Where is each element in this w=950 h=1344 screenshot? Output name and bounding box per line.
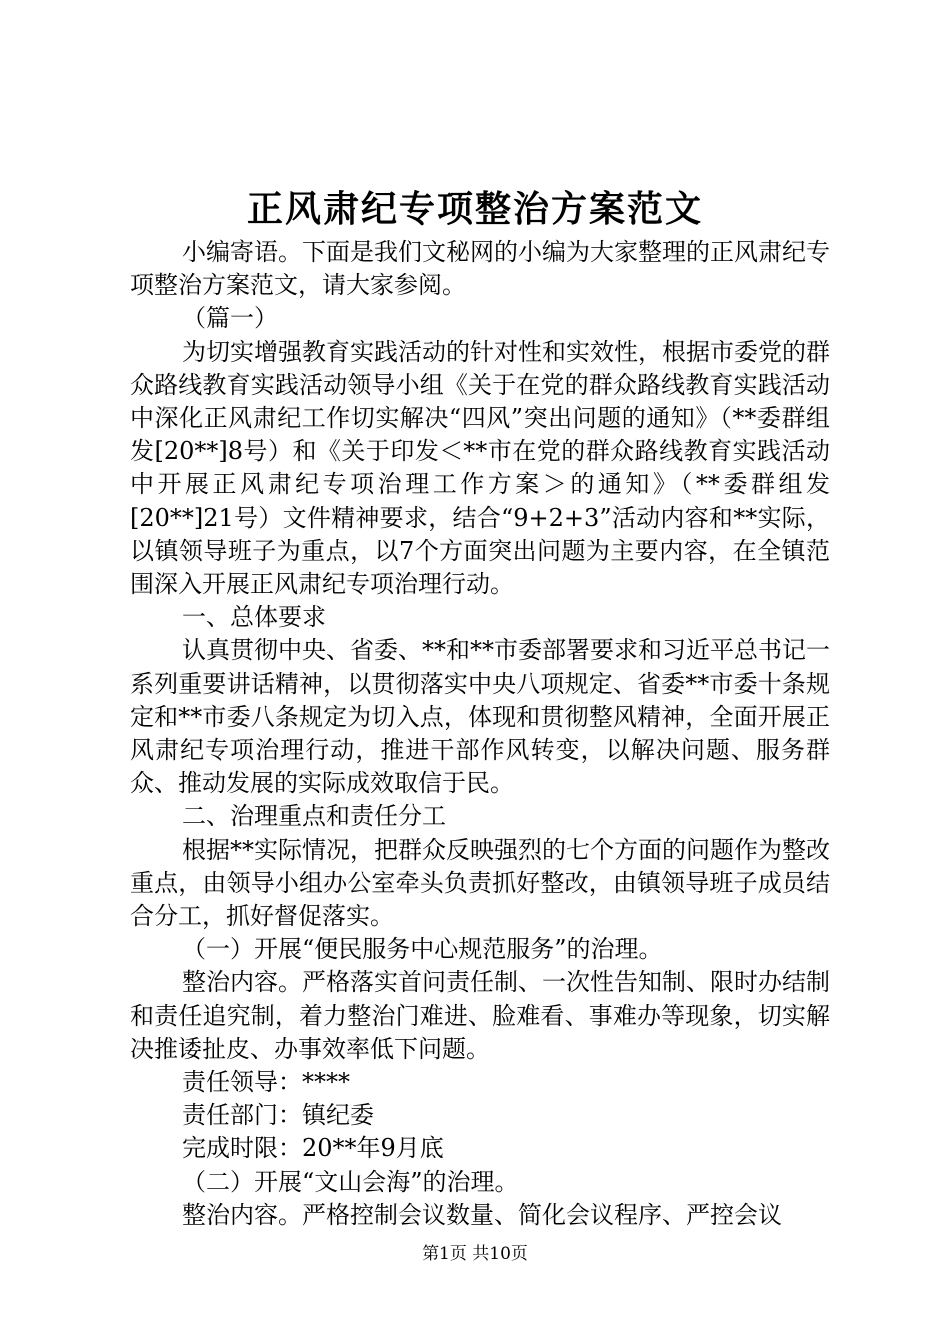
document-body <box>130 236 830 1232</box>
section-heading-general-requirements: 一、总体要求 <box>182 603 326 632</box>
responsible-department: 责任部门：镇纪委 <box>182 1101 374 1130</box>
page-footer: 第1页 共10页 <box>422 1244 528 1264</box>
subsection-heading-meetings: （二）开展“文山会海”的治理。 <box>182 1167 519 1196</box>
document-title: 正风肃纪专项整治方案范文 <box>246 188 703 230</box>
paragraph-intro: 小编寄语。下面是我们文秘网的小编为大家整理的正风肃纪专项整治方案范文，请大家参阅。 <box>130 238 830 300</box>
paragraph-general-requirements: 认真贯彻中央、省委、**和**市委部署要求和习近平总书记一系列重要讲话精神，以贯彻落实中央八项规定、省委**市委十条规定和**市委八条规定为切入点，体现和贯彻整风精神，全面开展正风肃纪专项治理行动，推进干部作风转变，以解决问题、服务群众、推动发展的实际成效取信于民。 <box>130 636 830 798</box>
responsible-leader: 责任领导：**** <box>182 1068 350 1097</box>
paragraph-purpose: 为切实增强教育实践活动的针对性和实效性，根据市委党的群众路线教育实践活动领导小组《关于在党的群众路线教育实践活动中深化正风肃纪工作切实解决“四风”突出问题的通知》（**委群组发[20**]8号）和《关于印发＜**市在党的群众路线教育实践活动中开展正风肃纪专项治理工作方案＞的通知》（**委群组发[20**]21号）文件精神要求，结合“9+2+3”活动内容和**实际，以镇领导班子为重点，以7个方面突出问题为主要内容，在全镇范围深入开展正风肃纪专项治理行动。 <box>130 337 830 599</box>
section-heading-key-points: 二、治理重点和责任分工 <box>182 802 446 831</box>
paragraph-part-one-label: （篇一） <box>182 304 278 333</box>
paragraph-key-points: 根据**实际情况，把群众反映强烈的七个方面的问题作为整改重点，由领导小组办公室牵头负责抓好整改，由镇领导班子成员结合分工，抓好督促落实。 <box>130 835 830 931</box>
subsection-heading-service-center: （一）开展“便民服务中心规范服务”的治理。 <box>182 935 663 964</box>
completion-deadline: 完成时限：20**年9月底 <box>182 1134 444 1163</box>
paragraph-service-center-content: 整治内容。严格落实首问责任制、一次性告知制、限时办结制和责任追究制，着力整治门难进、脸难看、事难办等现象，切实解决推诿扯皮、办事效率低下问题。 <box>130 968 830 1063</box>
paragraph-meetings-content: 整治内容。严格控制会议数量、简化会议程序、严控会议 <box>182 1200 782 1229</box>
